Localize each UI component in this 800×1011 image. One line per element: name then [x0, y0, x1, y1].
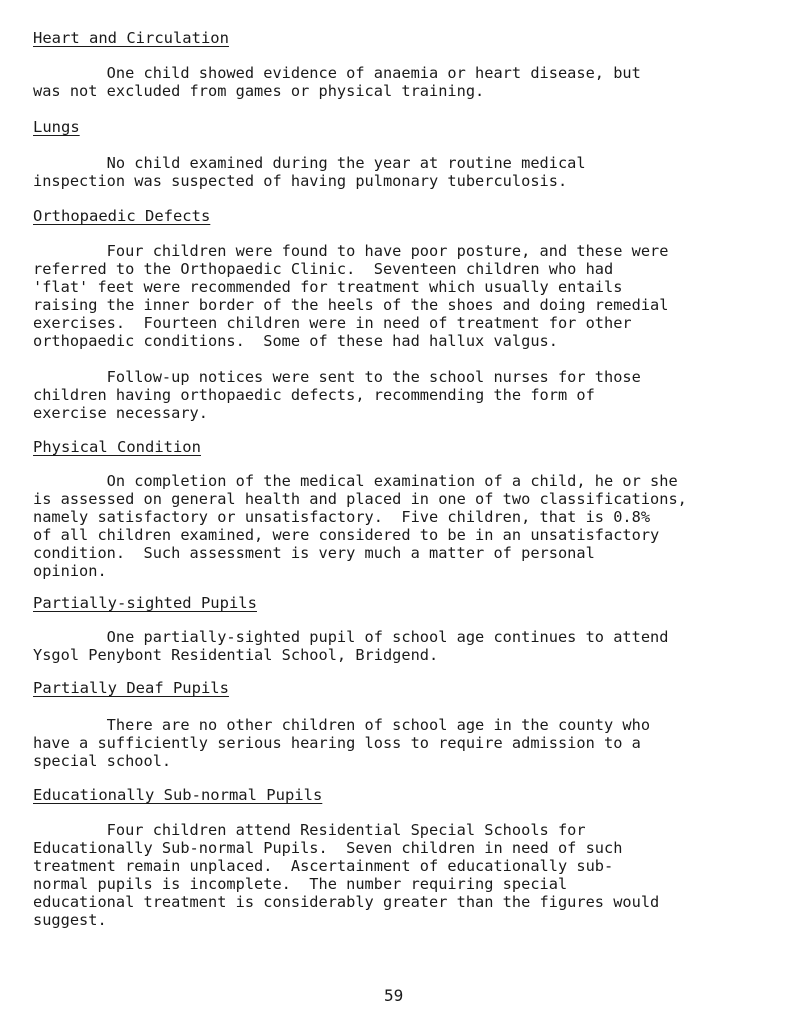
- heading-physical-condition: Physical Condition: [33, 438, 201, 456]
- paragraph-partially-deaf-pupils: There are no other children of school age in the county who have a sufficiently serious hearing loss to require admission to a special school.: [33, 716, 651, 770]
- heading-partially-sighted-pupils: Partially-sighted Pupils: [33, 594, 257, 612]
- paragraph-orthopaedic-defects-2: Follow-up notices were sent to the school nurses for those children having orthopaedic defects, recommending the form of exercise necessary.: [33, 368, 641, 422]
- heading-partially-deaf-pupils: Partially Deaf Pupils: [33, 679, 229, 697]
- paragraph-partially-sighted-pupils: One partially-sighted pupil of school age continues to attend Ysgol Penybont Residential School, Bridgend.: [33, 628, 669, 664]
- heading-heart-and-circulation: Heart and Circulation: [33, 29, 229, 47]
- paragraph-lungs: No child examined during the year at routine medical inspection was suspected of having pulmonary tuberculosis.: [33, 154, 586, 190]
- heading-educationally-sub-normal-pupils: Educationally Sub-normal Pupils: [33, 786, 323, 804]
- paragraph-educationally-sub-normal-pupils: Four children attend Residential Special Schools for Educationally Sub-normal Pupils. Seven children in need of such treatment remain unplaced. Ascertainment of educationally sub- normal pupils is incomplete. The number requiring special educational treatment is considerably greater than the figures would suggest.: [33, 821, 660, 929]
- page-number: 59: [384, 986, 404, 1005]
- paragraph-physical-condition: On completion of the medical examination of a child, he or she is assessed on general health and placed in one of two classifications, namely satisfactory or unsatisfactory. Five children, that is 0.8% of all children examined, were considered to be in an unsatisfactory condition. Such assessment is very much a matter of personal opinion.: [33, 472, 687, 580]
- paragraph-heart-and-circulation: One child showed evidence of anaemia or heart disease, but was not excluded from games or physical training.: [33, 64, 641, 100]
- heading-lungs: Lungs: [33, 118, 80, 136]
- paragraph-orthopaedic-defects-1: Four children were found to have poor posture, and these were referred to the Orthopaedic Clinic. Seventeen children who had 'flat' feet were recommended for treatment which usually entails raising the inner border of the heels of the shoes and doing remedial exercises. Fourteen children were in need of treatment for other orthopaedic conditions. Some of these had hallux valgus.: [33, 242, 669, 350]
- heading-orthopaedic-defects: Orthopaedic Defects: [33, 207, 211, 225]
